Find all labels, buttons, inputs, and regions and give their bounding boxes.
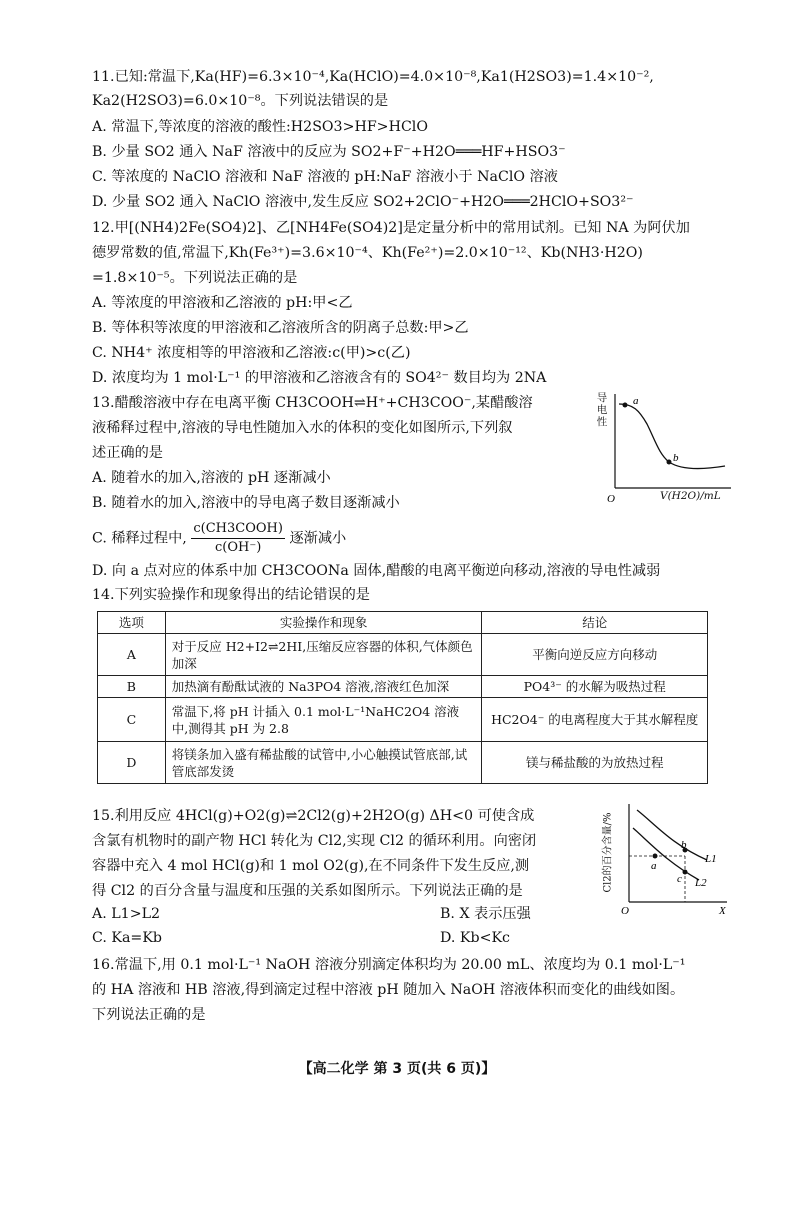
q13-x-axis-label: V(H2O)/mL: [660, 490, 721, 502]
q12-stem-line1: 12.甲[(NH4)2Fe(SO4)2]、乙[NH4Fe(SO4)2]是定量分析中的常用试剂。已知 NA 为阿伏加: [92, 220, 690, 236]
q11-option-b: B. 少量 SO2 通入 NaF 溶液中的反应为 SO2+F⁻+H2O═══HF+HSO3⁻: [92, 144, 566, 160]
q14-row-c-option: C: [98, 698, 166, 742]
q14-row-a-option: A: [98, 634, 166, 676]
q14-header-row: [98, 612, 708, 634]
q15-label-L1: L1: [705, 853, 717, 865]
q14-row-d-operation: 将镁条加入盛有稀盐酸的试管中,小心触摸试管底部,试管底部发烫: [165, 742, 482, 784]
q15-x-axis-label: X: [719, 905, 726, 917]
table-row: [98, 634, 708, 676]
q12-stem-line2: 德罗常数的值,常温下,Kh(Fe³⁺)=3.6×10⁻⁴、Kh(Fe²⁺)=2.0×10⁻¹²、Kb(NH3·H2O): [92, 245, 643, 261]
q13-option-c-suffix: 逐渐减小: [289, 530, 347, 547]
q15-stem-line4: 得 Cl2 的百分含量与温度和压强的关系如图所示。下列说法正确的是: [92, 883, 523, 899]
q15-label-b: b: [681, 839, 687, 851]
q15-y-axis-label: Cl2的百分含量/%: [602, 812, 614, 893]
q15-point-c: [683, 870, 688, 875]
q15-option-a: A. L1>L2: [92, 906, 161, 922]
q11-stem-line2: Ka2(H2SO3)=6.0×10⁻⁸。下列说法错误的是: [92, 93, 389, 109]
q13-stem-line3: 述正确的是: [92, 445, 163, 461]
q14-row-d-conclusion: 镁与稀盐酸的为放热过程: [482, 742, 708, 784]
q13-stem-line1: 13.醋酸溶液中存在电离平衡 CH3COOH⇌H⁺+CH3COO⁻,某醋酸溶: [92, 395, 533, 411]
q14-row-b-conclusion: PO4³⁻ 的水解为吸热过程: [482, 676, 708, 698]
q14-row-b-operation: 加热滴有酚酞试液的 Na3PO4 溶液,溶液红色加深: [165, 676, 482, 698]
q13-fraction-numerator: c(CH3COOH): [191, 520, 285, 539]
q12-option-b: B. 等体积等浓度的甲溶液和乙溶液所含的阴离子总数:甲>乙: [92, 320, 469, 336]
q15-stem-line3: 容器中充入 4 mol HCl(g)和 1 mol O2(g),在不同条件下发生反应,测: [92, 858, 530, 874]
q15-point-a: [653, 854, 658, 859]
q14-header-option: 选项: [98, 612, 166, 634]
q13-fraction-denominator: c(OH⁻): [214, 540, 262, 555]
table-row: [98, 742, 708, 784]
q13-point-b: [667, 460, 672, 465]
q14-row-c-conclusion: HC2O4⁻ 的电离程度大于其水解程度: [482, 698, 708, 742]
q14-stem: 14.下列实验操作和现象得出的结论错误的是: [92, 587, 370, 603]
q12-option-d: D. 浓度均为 1 mol·L⁻¹ 的甲溶液和乙溶液含有的 SO4²⁻ 数目均为 2NA: [92, 370, 547, 386]
q15-curve-L1: [637, 810, 707, 860]
q15-label-L2: L2: [695, 877, 707, 889]
table-row: [98, 676, 708, 698]
q15-stem-line1: 15.利用反应 4HCl(g)+O2(g)⇌2Cl2(g)+2H2O(g) ΔH<0 可使含成: [92, 808, 535, 824]
q14-header-operation: 实验操作和现象: [165, 612, 482, 634]
q13-curve: [619, 404, 725, 469]
q11-option-c: C. 等浓度的 NaClO 溶液和 NaF 溶液的 pH:NaF 溶液小于 NaClO 溶液: [92, 169, 558, 185]
q14-row-d-option: D: [98, 742, 166, 784]
q14-header-conclusion: 结论: [482, 612, 708, 634]
q13-option-c-prefix: C. 稀释过程中,: [92, 530, 187, 547]
q15-cl2-graph: [615, 800, 735, 918]
q16-stem-line3: 下列说法正确的是: [92, 1007, 206, 1023]
q14-row-a-operation: 对于反应 H2+I2⇌2HI,压缩反应容器的体积,气体颜色加深: [165, 634, 482, 676]
q13-stem-line2: 液稀释过程中,溶液的导电性随加入水的体积的变化如图所示,下列叙: [92, 420, 513, 436]
q11-option-a: A. 常温下,等浓度的溶液的酸性:H2SO3>HF>HClO: [92, 119, 428, 135]
page-footer: 【高二化学 第 3 页(共 6 页)】: [298, 1061, 496, 1077]
q13-option-a: A. 随着水的加入,溶液的 pH 逐渐减小: [92, 470, 331, 486]
q13-option-d: D. 向 a 点对应的体系中加 CH3COONa 固体,醋酸的电离平衡逆向移动,溶液的导电性减弱: [92, 563, 661, 579]
q14-row-c-operation: 常温下,将 pH 计插入 0.1 mol·L⁻¹NaHC2O4 溶液中,测得其 pH 为 2.8: [165, 698, 482, 742]
q14-row-a-conclusion: 平衡向逆反应方向移动: [482, 634, 708, 676]
q13-point-a: [623, 403, 628, 408]
q12-option-c: C. NH4⁺ 浓度相等的甲溶液和乙溶液:c(甲)>c(乙): [92, 345, 411, 361]
q13-origin-label: O: [607, 493, 615, 505]
q15-option-c: C. Ka=Kb: [92, 930, 162, 946]
q12-option-a: A. 等浓度的甲溶液和乙溶液的 pH:甲<乙: [92, 295, 353, 311]
q13-fraction: [191, 520, 285, 557]
q15-curve-L2: [633, 828, 699, 880]
q11-option-d: D. 少量 SO2 通入 NaClO 溶液中,发生反应 SO2+2ClO⁻+H2O═══2HClO+SO3²⁻: [92, 194, 634, 210]
q15-option-b: B. X 表示压强: [440, 906, 531, 922]
q15-label-a: a: [651, 860, 657, 872]
q13-y-axis-label: 导电性: [596, 392, 608, 428]
q15-origin-label: O: [621, 905, 629, 917]
q13-label-b: b: [673, 452, 679, 464]
q13-conductivity-graph: [605, 388, 735, 506]
q15-stem-line2: 含氯有机物时的副产物 HCl 转化为 Cl2,实现 Cl2 的循环利用。向密闭: [92, 833, 537, 849]
q15-label-c: c: [677, 873, 682, 885]
q12-stem-line3: =1.8×10⁻⁵。下列说法正确的是: [92, 270, 298, 286]
q14-table: [97, 611, 708, 784]
q13-option-b: B. 随着水的加入,溶液中的导电离子数目逐渐减小: [92, 495, 400, 511]
q13-label-a: a: [633, 395, 639, 407]
q14-row-b-option: B: [98, 676, 166, 698]
q13-option-c: [92, 520, 346, 557]
q15-option-d: D. Kb<Kc: [440, 930, 511, 946]
q16-stem-line1: 16.常温下,用 0.1 mol·L⁻¹ NaOH 溶液分别滴定体积均为 20.00 mL、浓度均为 0.1 mol·L⁻¹: [92, 957, 686, 973]
q16-stem-line2: 的 HA 溶液和 HB 溶液,得到滴定过程中溶液 pH 随加入 NaOH 溶液体积而变化的曲线如图。: [92, 982, 685, 998]
table-row: [98, 698, 708, 742]
q11-stem-line1: 11.已知:常温下,Ka(HF)=6.3×10⁻⁴,Ka(HClO)=4.0×10⁻⁸,Ka1(H2SO3)=1.4×10⁻²,: [92, 69, 654, 85]
